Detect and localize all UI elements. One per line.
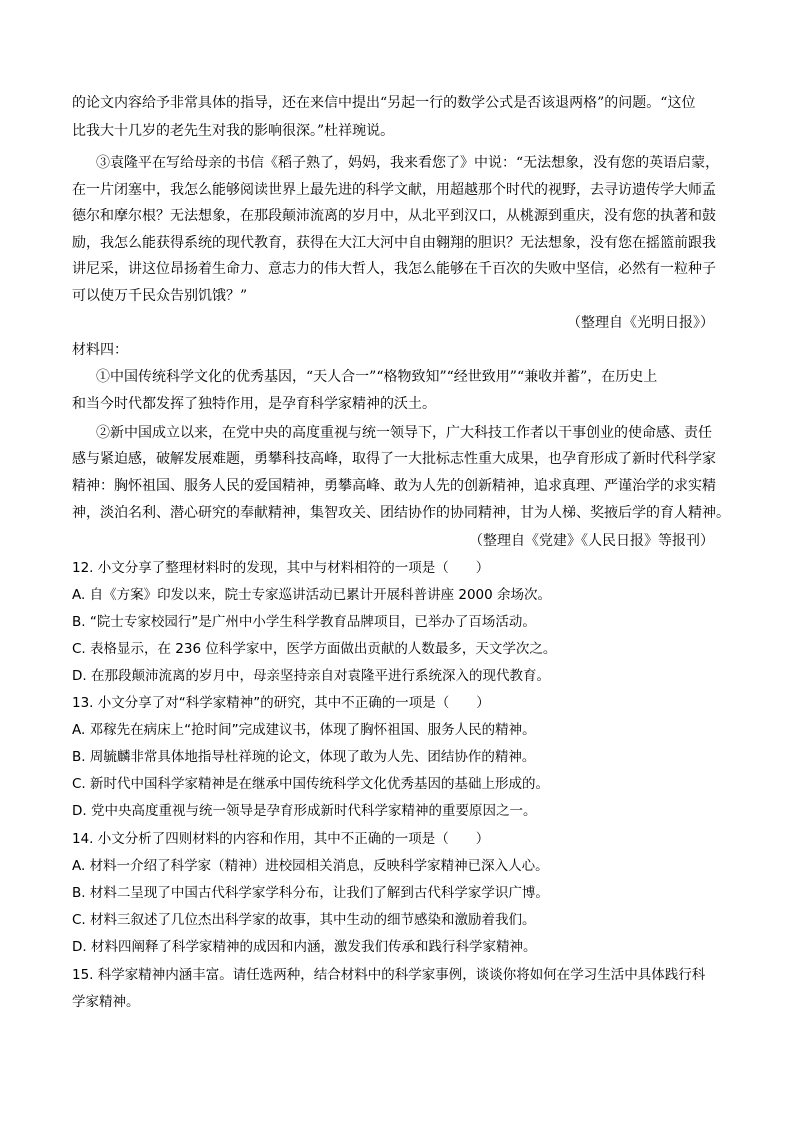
question-option[interactable]: C. 材料三叙述了几位杰出科学家的故事，其中生动的细节感染和激励着我们。 <box>72 912 536 928</box>
paragraph-line: 比我大十几岁的老先生对我的影响很深。”杜祥琬说。 <box>72 123 395 139</box>
paragraph-line: 在一片闭塞中，我怎么能够阅读世界上最先进的科学文献，用超越那个时代的视野，去寻访遗传学大师孟 <box>72 182 716 198</box>
question-option[interactable]: A. 邓稼先在病床上“抢时间”完成建议书，体现了胸怀祖国、服务人民的精神。 <box>72 722 536 738</box>
question-stem: 学家精神。 <box>72 994 140 1010</box>
paragraph-line: 精神：胸怀祖国、服务人民的爱国精神，勇攀高峰、敢为人先的创新精神，追求真理、严谨治学的求实精 <box>72 478 716 494</box>
section-heading: 材料四： <box>72 342 128 358</box>
paragraph-line: ③袁隆平在写给母亲的书信《稻子熟了，妈妈，我来看您了》中说：“无法想象，没有您的英语启蒙， <box>96 155 720 171</box>
question-option[interactable]: A. 自《方案》印发以来，院士专家巡讲活动已累计开展科普讲座 2000 余场次。 <box>72 587 552 603</box>
question-stem: 15. 科学家精神内涵丰富。请任选两种，结合材料中的科学家事例，谈谈你将如何在学习生活中具体践行科 <box>72 967 706 983</box>
question-stem: 12. 小文分享了整理材料时的发现，其中与材料相符的一项是（ ） <box>72 560 490 576</box>
question-option[interactable]: B. 周毓麟非常具体地指导杜祥琬的论文，体现了敢为人先、团结协作的精神。 <box>72 749 536 765</box>
source-citation: （整理自《光明日报》） <box>567 315 714 331</box>
paragraph-line: 的论文内容给予非常具体的指导，还在来信中提出“另起一行的数学公式是否该退两格”的问题。“这位 <box>72 95 696 111</box>
question-option[interactable]: B. 材料二呈现了中国古代科学家学科分布，让我们了解到古代科学家学识广博。 <box>72 885 549 901</box>
paragraph-line: 神，淡泊名利、潜心研究的奉献精神，集智攻关、团结协作的协同精神，甘为人梯、奖掖后学的育人精神。 <box>72 505 730 521</box>
question-stem: 14. 小文分析了四则材料的内容和作用，其中不正确的一项是（ ） <box>72 831 490 847</box>
question-option[interactable]: D. 在那段颠沛流离的岁月中，母亲坚持亲自对袁隆平进行系统深入的现代教育。 <box>72 668 550 684</box>
paragraph-line: ②新中国成立以来，在党中央的高度重视与统一领导下，广大科技工作者以干事创业的使命感、责任 <box>96 425 712 441</box>
question-option[interactable]: B. “院士专家校园行”是广州中小学生科学教育品牌项目，已举办了百场活动。 <box>72 614 536 630</box>
question-option[interactable]: A. 材料一介绍了科学家（精神）进校园相关消息，反映科学家精神已深入人心。 <box>72 858 549 874</box>
paragraph-line: 讲尼采，讲这位昂扬着生命力、意志力的伟大哲人，我怎么能够在千百次的失败中坚信，必然有一粒种子 <box>72 261 716 277</box>
question-option[interactable]: C. 新时代中国科学家精神是在继承中国传统科学文化优秀基因的基础上形成的。 <box>72 776 550 792</box>
source-citation: （整理自《党建》《人民日报》等报刊） <box>469 533 714 549</box>
question-option[interactable]: D. 党中央高度重视与统一领导是孕育形成新时代科学家精神的重要原因之一。 <box>72 803 537 819</box>
paragraph-line: ①中国传统科学文化的优秀基因，“天人合一”“格物致知”“经世致用”“兼收并蓄”，在历史上 <box>96 369 658 385</box>
paragraph-line: 励，我怎么能获得系统的现代教育，获得在大江大河中自由翱翔的胆识？无法想象，没有您在摇篮前跟我 <box>72 235 716 251</box>
paragraph-line: 可以使万千民众告别饥饿？” <box>72 288 248 304</box>
question-option[interactable]: D. 材料四阐释了科学家精神的成因和内涵，激发我们传承和践行科学家精神。 <box>72 939 537 955</box>
question-stem: 13. 小文分享了对“科学家精神”的研究，其中不正确的一项是（ ） <box>72 695 490 711</box>
paragraph-line: 德尔和摩尔根？无法想象，在那段颠沛流离的岁月中，从北平到汉口，从桃源到重庆，没有您的执著和鼓 <box>72 208 716 224</box>
paragraph-line: 感与紧迫感，破解发展难题，勇攀科技高峰，取得了一大批标志性重大成果，也孕育形成了新时代科学家 <box>72 451 716 467</box>
paragraph-line: 和当今时代都发挥了独特作用，是孕育科学家精神的沃土。 <box>72 396 436 412</box>
question-option[interactable]: C. 表格显示，在 236 位科学家中，医学方面做出贡献的人数最多，天文学次之。 <box>72 641 557 657</box>
